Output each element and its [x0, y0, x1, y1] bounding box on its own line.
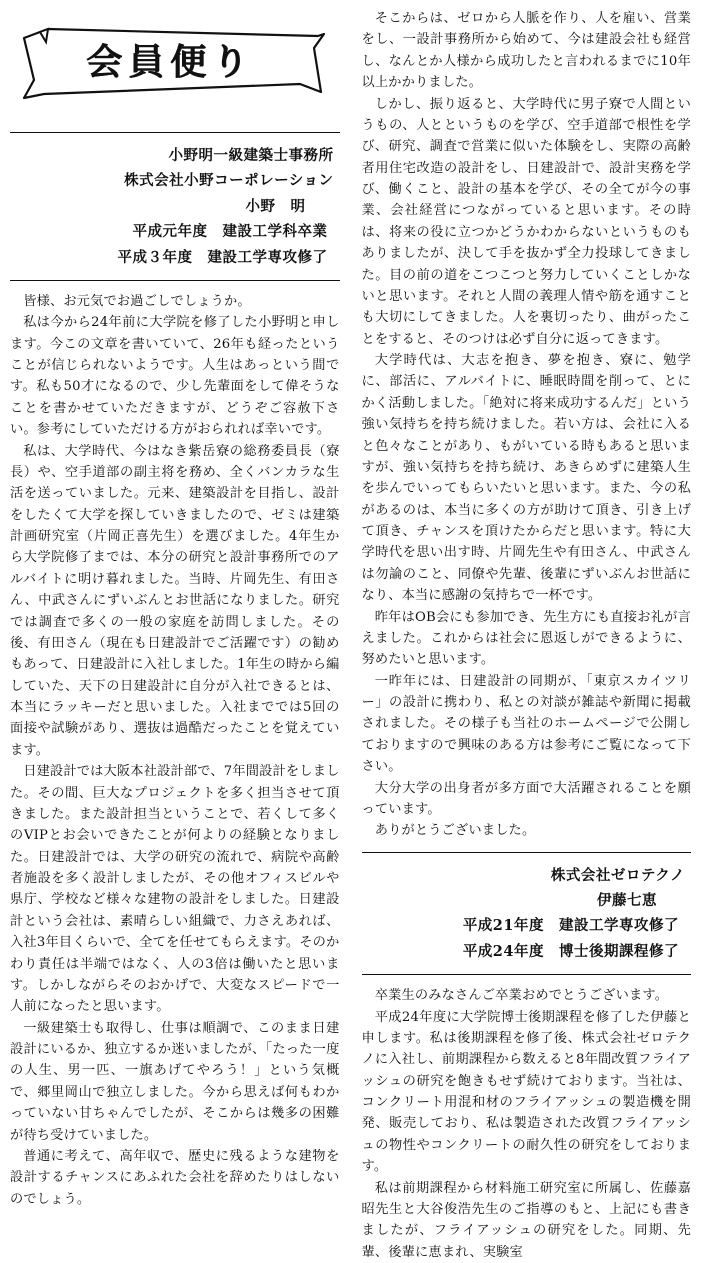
author-graduation-2: 平成３年度 建設工学専攻修了 [10, 245, 334, 270]
paragraph: 皆様、お元気でお過ごしでしょうか。 [10, 291, 340, 312]
paragraph: そこからは、ゼロから人脈を作り、人を雇い、営業をし、一設計事務所から始めて、今は建設会社も経営し、なんとか人様から成功したと言われるまでに10年以上かかりました。 [362, 8, 692, 94]
divider [362, 852, 692, 853]
article-body-2 [362, 985, 692, 1263]
two-column-layout [10, 8, 691, 1018]
paragraph: 一昨年には、日建設計の同期が、「東京スカイツリー」の設計に携わり、私との対談が雑誌や新聞に掲載されました。その様子も当社のホームページで公開しておりますので興味のある方は参考にご覧になって下さい。 [362, 671, 692, 778]
paragraph: ありがとうございました。 [362, 820, 692, 841]
article-body-1-continued [362, 8, 692, 842]
right-column [362, 8, 692, 1018]
paragraph: 私は前期課程から材料施工研究室に所属し、佐藤嘉昭先生と大谷俊浩先生のご指導のもと、上記にも書きましたが、フライアッシュの研究をした。同期、先輩、後輩に恵まれ、実験室 [362, 1178, 692, 1263]
paragraph: 平成24年度に大学院博士後期課程を修了した伊藤と申します。私は後期課程を修了後、株式会社ゼロテクノに入社し、前期課程から数えると8年間改質フライアッシュの研究を飽きもせず続けております。当社は、コンクリート用混和材のフライアッシュの製造機を開発、販売しており、私は製造された改質フライアッシュの物性やコンクリートの耐久性の研究をしております。 [362, 1007, 692, 1178]
author-office-name: 小野明一級建築士事務所 [10, 143, 334, 168]
author2-name: 伊藤七恵 [362, 888, 686, 913]
author-header-block-1 [10, 143, 340, 270]
paragraph: しかし、振り返ると、大学時代に男子寮で人間というもの、人とというものを学び、空手道部で根性を学び、研究、調査で営業に似いた体験をし、実際の高齢者用住宅改造の設計をし、日建設計で、設計実務を学び、働くこと、設計の基本を学び、その全てが今の事業、会社経営につながっていると思います。その時は、将来の役に立つかどうかわからないというものもありましたが、決して手を抜かず全力投球してきました。目の前の道をこつこつと努力していくことしかないと思います。それと人間の義理人情や筋を通すことも大切にしてきました。人を裏切ったり、曲がったことをすると、そのつけは必ず自分に返ってきます。 [362, 94, 692, 351]
author-company-name: 株式会社小野コーポレーション [10, 168, 334, 193]
paragraph: 大分大学の出身者が多方面で大活躍されることを願っています。 [362, 778, 692, 821]
page-title: 会員便り [10, 34, 330, 85]
paragraph: 昨年はOB会にも参加でき、先生方にも直接お礼が言えました。これからは社会に恩返しができるように、努めたいと思います。 [362, 607, 692, 671]
author2-company-name: 株式会社ゼロテクノ [362, 863, 686, 888]
article-body-1 [10, 291, 340, 1210]
paragraph: 私は今から24年前に大学院を修了した小野明と申します。今この文章を書いていて、26年も経ったということが信じられないようです。人生はあっという間です。私も50才になるので、少し先輩面をして偉そうなことを書かせていただきますが、どうぞご容赦下さい。参考にしていただける方がおられれば幸いです。 [10, 312, 340, 440]
paragraph: 一級建築士も取得し、仕事は順調で、このまま日建設計にいるか、独立するか迷いましたが、「たった一度の人生、男一匹、一旗あげてやろう！」という気概で、郷里岡山で独立しました。今から思えば何もわかっていない甘ちゃんでしたが、そこからは幾多の困難が待ち受けていました。 [10, 1018, 340, 1146]
paragraph: 大学時代は、大志を抱き、夢を抱き、寮に、勉学に、部活に、アルバイトに、睡眠時間を削って、とにかく活動しました。「絶対に将来成功するんだ」という強い気持ちを持ち続けました。若い方は、会社に入ると色々なことがあり、もがいている時もあると思いますが、強い気持ちを持ち続け、あきらめずに建築人生を歩んでいってもらいたいと思います。また、今の私があるのは、本当に多くの方が助けて頂き、引き上げて頂き、チャンスを頂けたからだと思います。特に大学時代を思い出す時、片岡先生や有田さん、中武さんは勿論のこと、同僚や先輩、後輩にずいぶんお世話になり、本当に感謝の気持ちで一杯です。 [362, 350, 692, 607]
author2-graduation-1: 平成21年度 建設工学専攻修了 [362, 913, 686, 938]
author-graduation-1: 平成元年度 建設工学科卒業 [10, 219, 334, 244]
divider [362, 974, 692, 975]
paragraph: 卒業生のみなさんご卒業おめでとうございます。 [362, 985, 692, 1006]
author2-graduation-2: 平成24年度 博士後期課程修了 [362, 939, 686, 964]
author-header-block-2 [362, 863, 692, 965]
banner [10, 8, 340, 126]
author-name: 小野 明 [10, 194, 334, 219]
divider [10, 280, 340, 281]
paragraph: 普通に考えて、高年収で、歴史に残るような建物を設計するチャンスにあふれた会社を辞めたりはしないのでしょう。 [10, 1146, 340, 1210]
left-column [10, 8, 340, 1018]
divider [10, 132, 340, 133]
paragraph: 私は、大学時代、今はなき紫岳寮の総務委員長（寮長）や、空手道部の副主将を務め、全くバンカラな生活を送っていました。元来、建築設計を目指し、設計をしたくて大学を探していきましたので、ゼミは建築計画研究室（片岡正喜先生）を選びました。4年生から大学院修了までは、本分の研究と設計事務所でのアルバイトに明け暮れました。当時、片岡先生、有田さん、中武さんにずいぶんとお世話になりました。研究では調査で多くの一般の家庭を訪問しました。その後、有田さん（現在も日建設計でご活躍です）の勧めもあって、日建設計に入社しました。1年生の時から編していた、天下の日建設計に自分が入社できるとは、本当にラッキーだと思いました。入社まででは5回の面接や試験があり、選抜は過酷だったことを覚えています。 [10, 441, 340, 762]
paragraph: 日建設計では大阪本社設計部で、7年間設計をしました。その間、巨大なプロジェクトを多く担当させて頂きました。また設計担当ということで、若くして多くのVIPとお会いできたことが何よりの経験となりました。日建設計では、大学の研究の流れで、病院や高齢者施設を多く設計しましたが、その他オフィスビルや県庁、学校など様々な建物の設計をしました。日建設計という会社は、素晴らしい組織で、力さえあれば、入社3年目くらいで、全てを任せてもらえます。そのかわり責任は半端ではなく、人の3倍は働いたと思います。しかしながらそのおかげで、大変なスピードで一人前になったと思います。 [10, 761, 340, 1018]
